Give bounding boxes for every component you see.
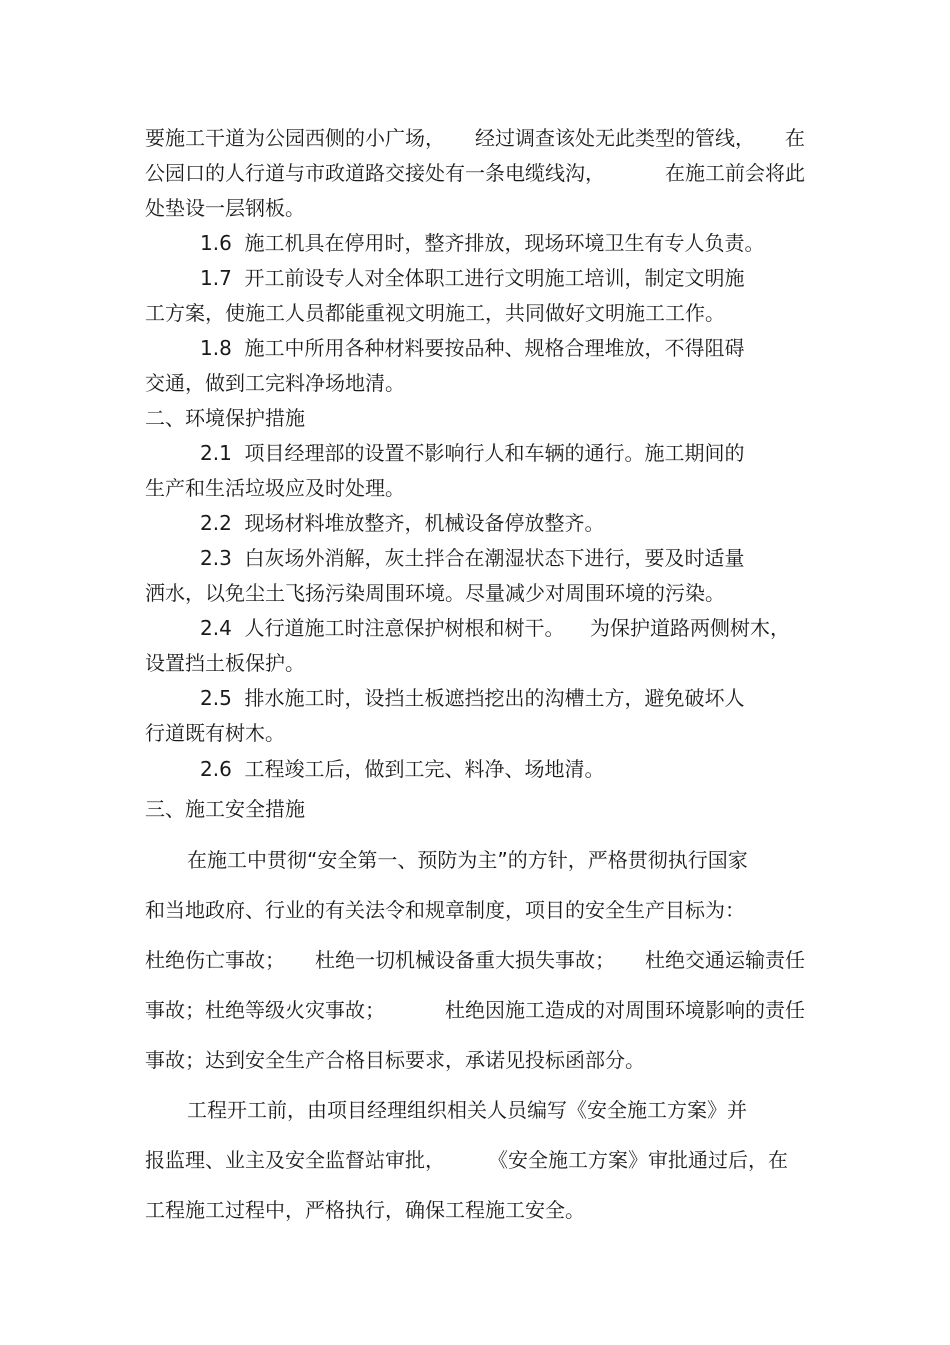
text-line: 设置挡土板保护。 xyxy=(145,651,305,675)
text-line: 2.3 白灰场外消解，灰土拌合在潮湿状态下进行，要及时适量 xyxy=(200,546,745,570)
text-fragment: 公园口的人行道与市政道路交接处有一条电缆线沟， xyxy=(145,161,605,185)
text-line: 生产和生活垃圾应及时处理。 xyxy=(145,476,405,500)
text-line: 工方案，使施工人员都能重视文明施工，共同做好文明施工工作。 xyxy=(145,301,725,325)
text-fragment: 经过调查该处无此类型的管线， xyxy=(475,126,755,150)
text-line xyxy=(145,996,805,1024)
text-line: 1.6 施工机具在停用时，整齐排放，现场环境卫生有专人负责。 xyxy=(200,231,765,255)
text-fragment: 要施工干道为公园西侧的小广场， xyxy=(145,126,445,150)
text-line xyxy=(145,124,805,152)
text-fragment: 事故；杜绝等级火灾事故； xyxy=(145,998,385,1022)
text-fragment: 为保护道路两侧树木， xyxy=(590,616,790,640)
text-fragment: 2.4 人行道施工时注意保护树根和树干。 xyxy=(200,616,565,640)
text-fragment: 报监理、业主及安全监督站审批， xyxy=(145,1148,445,1172)
text-line xyxy=(145,946,805,974)
text-fragment: 在 xyxy=(785,126,805,150)
text-line: 工程开工前，由项目经理组织相关人员编写《安全施工方案》并 xyxy=(187,1098,747,1122)
text-fragment: 在施工前会将此 xyxy=(665,161,805,185)
text-line: 和当地政府、行业的有关法令和规章制度，项目的安全生产目标为： xyxy=(145,898,745,922)
text-line xyxy=(145,159,805,187)
text-line: 交通，做到工完料净场地清。 xyxy=(145,371,405,395)
text-fragment: 杜绝一切机械设备重大损失事故； xyxy=(315,948,615,972)
text-line: 1.8 施工中所用各种材料要按品种、规格合理堆放，不得阻碍 xyxy=(200,336,745,360)
text-line xyxy=(145,1146,788,1174)
text-fragment: 杜绝伤亡事故； xyxy=(145,948,285,972)
text-line: 在施工中贯彻“安全第一、预防为主”的方针，严格贯彻执行国家 xyxy=(187,848,748,872)
section-heading: 三、施工安全措施 xyxy=(145,797,305,821)
text-line: 2.5 排水施工时，设挡土板遮挡挖出的沟槽土方，避免破坏人 xyxy=(200,686,745,710)
text-line: 工程施工过程中，严格执行，确保工程施工安全。 xyxy=(145,1198,585,1222)
text-line: 2.1 项目经理部的设置不影响行人和车辆的通行。施工期间的 xyxy=(200,441,745,465)
text-fragment: 杜绝因施工造成的对周围环境影响的责任 xyxy=(445,998,805,1022)
text-line xyxy=(200,614,790,642)
text-line: 1.7 开工前设专人对全体职工进行文明施工培训，制定文明施 xyxy=(200,266,745,290)
text-line: 行道既有树木。 xyxy=(145,721,285,745)
text-line: 2.2 现场材料堆放整齐，机械设备停放整齐。 xyxy=(200,511,605,535)
text-line: 事故；达到安全生产合格目标要求，承诺见投标函部分。 xyxy=(145,1048,645,1072)
text-line: 处垫设一层钢板。 xyxy=(145,196,305,220)
section-heading: 二、环境保护措施 xyxy=(145,406,305,430)
text-line: 2.6 工程竣工后，做到工完、料净、场地清。 xyxy=(200,757,605,781)
text-fragment: 杜绝交通运输责任 xyxy=(645,948,805,972)
text-fragment: 《安全施工方案》审批通过后，在 xyxy=(488,1148,788,1172)
text-line: 洒水，以免尘土飞扬污染周围环境。尽量减少对周围环境的污染。 xyxy=(145,581,725,605)
